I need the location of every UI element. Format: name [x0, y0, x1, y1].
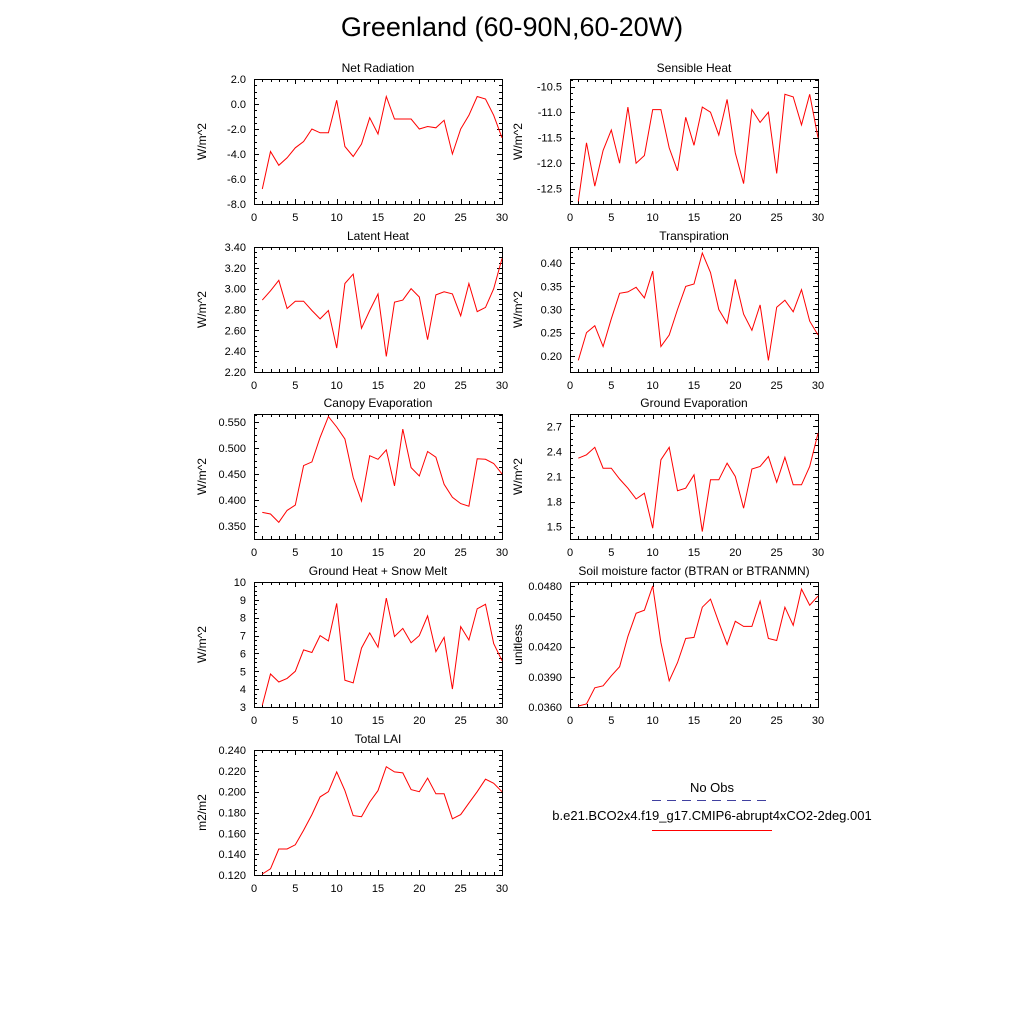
x-tick-label: 15 — [371, 883, 385, 895]
x-tick-label: 0 — [250, 380, 258, 392]
x-tick-label: 25 — [770, 212, 783, 224]
series-line — [578, 253, 818, 360]
chart-title: Latent Heat — [346, 229, 410, 243]
x-tick-label: 25 — [454, 380, 467, 392]
x-tick-label: 15 — [687, 380, 701, 392]
x-tick-label: 15 — [687, 212, 701, 224]
x-tick-label: 5 — [608, 380, 615, 392]
y-tick-label: 0.120 — [218, 870, 246, 882]
plot-frame — [255, 80, 503, 205]
y-tick-label: 7 — [239, 630, 246, 643]
chart-panel-7 — [195, 564, 508, 727]
chart-title: Sensible Heat — [656, 61, 732, 75]
x-tick-label: 10 — [330, 883, 343, 895]
x-tick-label: 20 — [413, 883, 426, 895]
x-tick-label: 20 — [413, 212, 426, 224]
y-tick-label: 0.350 — [218, 520, 246, 533]
plot-frame — [255, 248, 503, 373]
x-tick-label: 25 — [454, 212, 467, 224]
series-line — [262, 97, 502, 190]
plot-frame — [571, 248, 819, 373]
x-tick-label: 10 — [646, 715, 659, 727]
x-tick-label: 10 — [330, 212, 343, 224]
y-axis-label: W/m^2 — [511, 458, 525, 495]
x-tick-label: 30 — [495, 715, 509, 727]
y-axis-label: m2/m2 — [195, 794, 209, 831]
y-tick-label: 0.40 — [540, 258, 562, 271]
x-tick-label: 15 — [687, 715, 701, 727]
y-tick-label: 0.400 — [218, 494, 246, 507]
y-tick-label: 8 — [239, 612, 246, 625]
x-tick-label: 5 — [292, 212, 299, 224]
y-tick-label: -4.0 — [227, 149, 246, 161]
x-tick-label: 0 — [566, 380, 574, 392]
series-line — [262, 259, 502, 357]
y-tick-label: 4 — [239, 684, 246, 697]
y-tick-label: 2.7 — [546, 421, 562, 434]
x-tick-label: 30 — [811, 715, 825, 727]
y-axis-label: W/m^2 — [511, 291, 525, 328]
x-tick-label: 30 — [495, 547, 509, 559]
x-tick-label: 20 — [413, 715, 426, 727]
y-tick-label: -8.0 — [227, 199, 246, 211]
y-tick-label: 2.80 — [224, 304, 246, 317]
y-tick-label: 0.0 — [230, 99, 246, 111]
chart-title: Total LAI — [354, 732, 402, 746]
chart-title: Ground Evaporation — [640, 396, 748, 410]
chart-title: Canopy Evaporation — [323, 396, 433, 410]
y-tick-label: 0.220 — [218, 765, 246, 778]
x-tick-label: 10 — [646, 380, 659, 392]
y-tick-label: 5 — [239, 666, 246, 679]
y-tick-label: 0.140 — [218, 849, 246, 862]
y-axis-label: unitless — [511, 624, 525, 665]
chart-panel-6 — [511, 396, 824, 559]
x-tick-label: 10 — [646, 212, 659, 224]
x-tick-label: 10 — [330, 380, 343, 392]
y-tick-label: 1.5 — [546, 521, 562, 534]
series-line — [262, 598, 502, 705]
chart-panel-9 — [195, 732, 508, 895]
x-tick-label: 0 — [566, 212, 574, 224]
legend-label-no-obs: No Obs — [689, 780, 735, 795]
y-tick-label: 2.20 — [224, 367, 246, 379]
x-tick-label: 30 — [495, 883, 509, 895]
x-tick-label: 10 — [330, 715, 343, 727]
y-tick-label: -12.0 — [536, 158, 562, 171]
x-tick-label: 15 — [371, 212, 385, 224]
x-tick-label: 30 — [811, 380, 825, 392]
y-tick-label: 0.550 — [218, 416, 246, 429]
y-tick-label: 0.25 — [540, 327, 562, 340]
chart-panel-4 — [511, 229, 824, 392]
y-tick-label: 0.20 — [540, 350, 562, 363]
x-tick-label: 15 — [371, 715, 385, 727]
y-tick-label: 0.160 — [218, 828, 246, 841]
y-tick-label: 3.00 — [224, 283, 246, 296]
plot-frame — [255, 415, 503, 540]
y-tick-label: 2.4 — [546, 446, 562, 459]
y-tick-label: 0.30 — [540, 304, 562, 317]
y-tick-label: -11.0 — [537, 107, 562, 120]
chart-panel-2 — [511, 61, 824, 224]
y-tick-label: -10.5 — [536, 81, 562, 94]
series-line — [578, 94, 818, 201]
y-axis-label: W/m^2 — [511, 123, 525, 160]
x-tick-label: 0 — [250, 715, 258, 727]
x-tick-label: 5 — [292, 715, 299, 727]
x-tick-label: 25 — [454, 883, 467, 895]
x-tick-label: 0 — [566, 547, 574, 559]
y-tick-label: 2.60 — [224, 325, 246, 338]
x-tick-label: 15 — [371, 380, 385, 392]
chart-title: Ground Heat + Snow Melt — [308, 564, 448, 578]
x-tick-label: 25 — [454, 715, 467, 727]
x-tick-label: 0 — [250, 547, 258, 559]
y-tick-label: 0.0390 — [528, 671, 562, 684]
y-axis-label: W/m^2 — [195, 291, 209, 328]
legend-label-run: b.e21.BCO2x4.f19_g17.CMIP6-abrupt4xCO2-2deg.001 — [552, 808, 872, 823]
y-tick-label: 9 — [239, 594, 246, 607]
y-axis-label: W/m^2 — [195, 626, 209, 663]
y-tick-label: 0.0360 — [528, 702, 562, 714]
x-tick-label: 30 — [811, 212, 825, 224]
x-tick-label: 5 — [608, 547, 615, 559]
x-tick-label: 10 — [646, 547, 659, 559]
chart-panel-3 — [195, 229, 508, 392]
y-tick-label: -12.5 — [536, 183, 562, 196]
x-tick-label: 0 — [566, 715, 574, 727]
series-line — [262, 767, 502, 874]
y-tick-label: -11.5 — [537, 132, 562, 145]
series-line — [262, 417, 502, 523]
x-tick-label: 25 — [454, 547, 467, 559]
x-tick-label: 25 — [770, 547, 783, 559]
x-tick-label: 15 — [371, 547, 385, 559]
chart-title: Soil moisture factor (BTRAN or BTRANMN) — [578, 564, 810, 578]
y-tick-label: 0.35 — [540, 281, 562, 294]
x-tick-label: 10 — [330, 547, 343, 559]
x-tick-label: 5 — [292, 883, 299, 895]
legend — [552, 780, 871, 831]
x-tick-label: 30 — [495, 380, 509, 392]
y-tick-label: 2.1 — [546, 471, 562, 484]
y-tick-label: 0.0450 — [528, 611, 562, 624]
x-tick-label: 5 — [292, 380, 299, 392]
x-tick-label: 15 — [687, 547, 701, 559]
x-tick-label: 30 — [495, 212, 509, 224]
x-tick-label: 25 — [770, 380, 783, 392]
y-tick-label: 1.8 — [546, 496, 562, 509]
y-tick-label: 3.40 — [224, 242, 246, 254]
y-tick-label: 3 — [239, 702, 246, 714]
chart-panel-1 — [195, 61, 508, 224]
y-tick-label: -6.0 — [227, 174, 246, 186]
y-tick-label: 0.500 — [218, 442, 246, 455]
y-tick-label: 2.40 — [224, 346, 246, 359]
x-tick-label: 0 — [250, 212, 258, 224]
y-tick-label: 0.240 — [218, 745, 246, 757]
y-tick-label: 6 — [239, 648, 246, 661]
x-tick-label: 0 — [250, 883, 258, 895]
plot-frame — [255, 751, 503, 876]
y-axis-label: W/m^2 — [195, 123, 209, 160]
x-tick-label: 20 — [729, 547, 742, 559]
x-tick-label: 20 — [729, 212, 742, 224]
y-tick-label: 10 — [233, 577, 246, 589]
page-title: Greenland (60-90N,60-20W) — [340, 12, 684, 42]
chart-panel-8 — [511, 564, 824, 727]
x-tick-label: 20 — [729, 380, 742, 392]
y-tick-label: 0.200 — [218, 786, 246, 799]
x-tick-label: 30 — [811, 547, 825, 559]
x-tick-label: 20 — [413, 380, 426, 392]
y-tick-label: 0.180 — [218, 807, 246, 820]
y-tick-label: -2.0 — [227, 124, 246, 136]
series-line — [578, 586, 818, 706]
x-tick-label: 5 — [608, 212, 615, 224]
x-tick-label: 5 — [608, 715, 615, 727]
plot-frame — [571, 583, 819, 708]
x-tick-label: 5 — [292, 547, 299, 559]
chart-title: Transpiration — [659, 229, 729, 243]
y-tick-label: 0.0420 — [528, 641, 562, 654]
y-tick-label: 0.0480 — [528, 581, 562, 594]
x-tick-label: 20 — [729, 715, 742, 727]
chart-title: Net Radiation — [341, 61, 415, 75]
series-line — [578, 433, 818, 531]
chart-panel-5 — [195, 396, 508, 559]
y-tick-label: 3.20 — [224, 262, 246, 275]
x-tick-label: 25 — [770, 715, 783, 727]
x-tick-label: 20 — [413, 547, 426, 559]
y-tick-label: 0.450 — [218, 468, 246, 481]
y-axis-label: W/m^2 — [195, 458, 209, 495]
y-tick-label: 2.0 — [230, 74, 246, 86]
